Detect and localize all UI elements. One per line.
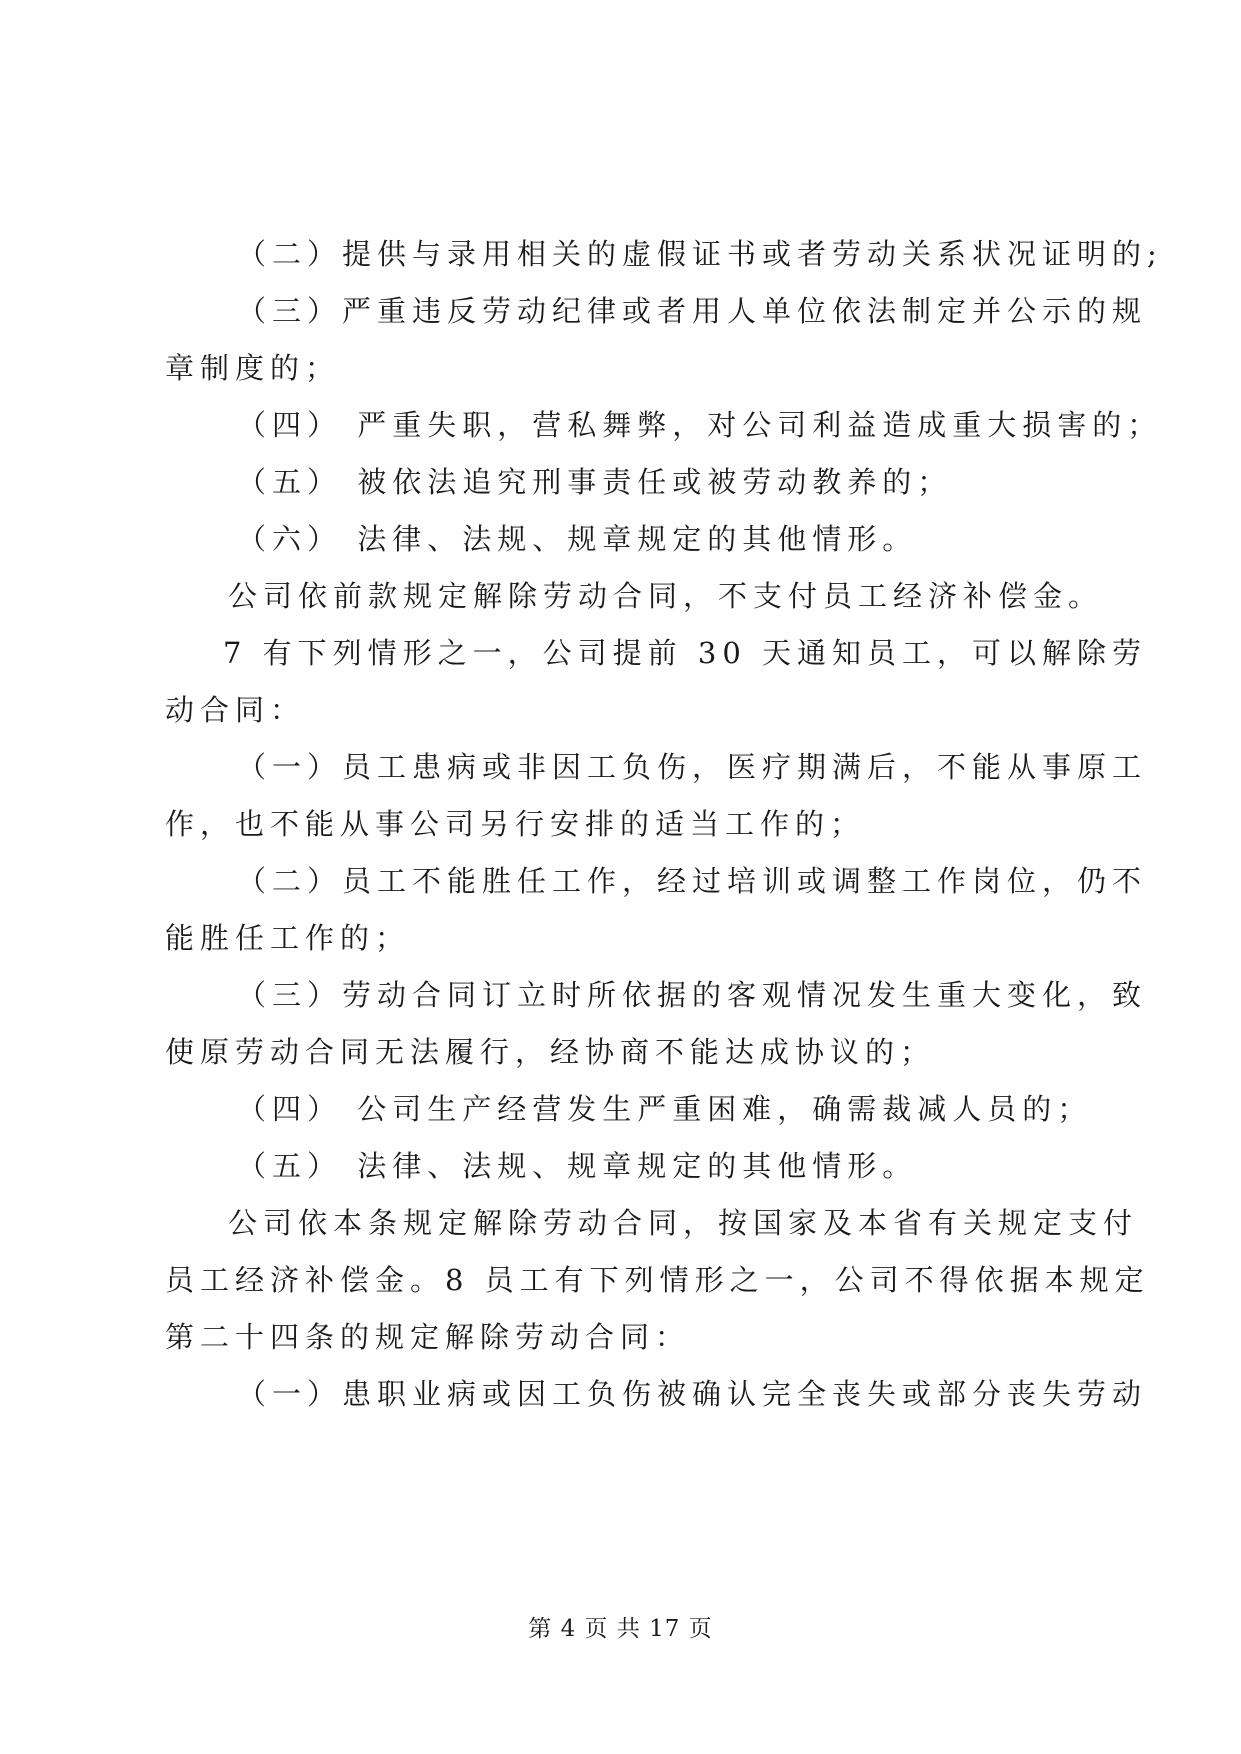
text-line: （六） 法律、法规、规章规定的其他情形。 [237, 522, 918, 556]
text-line: （四） 严重失职，营私舞弊，对公司利益造成重大损害的； [237, 408, 1163, 442]
text-line: （五） 法律、法规、规章规定的其他情形。 [237, 1149, 918, 1183]
text-line: （一）患职业病或因工负伤被确认完全丧失或部分丧失劳动 [237, 1377, 1148, 1411]
text-line: （一）员工患病或非因工负伤，医疗期满后，不能从事原工 [237, 750, 1148, 784]
text-line: （三）劳动合同订立时所依据的客观情况发生重大变化，致 [237, 978, 1148, 1012]
text-line: 章制度的； [165, 351, 341, 385]
text-line: 员工经济补偿金。8 员工有下列情形之一，公司不得依据本规定 [165, 1263, 1150, 1297]
text-line: 公司依前款规定解除劳动合同，不支付员工经济补偿金。 [228, 579, 1104, 613]
text-line: （二）提供与录用相关的虚假证书或者劳动关系状况证明的; [237, 237, 1163, 271]
text-line: （五） 被依法追究刑事责任或被劳动教养的； [237, 465, 953, 499]
text-line: 使原劳动合同无法履行，经协商不能达成协议的； [165, 1035, 936, 1069]
text-line: （三）严重违反劳动纪律或者用人单位依法制定并公示的规 [237, 294, 1148, 328]
text-line: 作，也不能从事公司另行安排的适当工作的； [165, 807, 866, 841]
text-line: 7 有下列情形之一，公司提前 30 天通知员工，可以解除劳 [223, 636, 1148, 670]
text-line: 能胜任工作的； [165, 921, 411, 955]
text-line: 公司依本条规定解除劳动合同，按国家及本省有关规定支付 [228, 1206, 1139, 1240]
text-line: 动合同： [165, 693, 306, 727]
document-body [165, 226, 1163, 1423]
text-line: （四） 公司生产经营发生严重困难，确需裁减人员的； [237, 1092, 1093, 1126]
page-footer: 第 4 页 共 17 页 [528, 1616, 713, 1642]
text-line: （二）员工不能胜任工作，经过培训或调整工作岗位，仍不 [237, 864, 1148, 898]
text-line: 第二十四条的规定解除劳动合同： [165, 1320, 691, 1354]
